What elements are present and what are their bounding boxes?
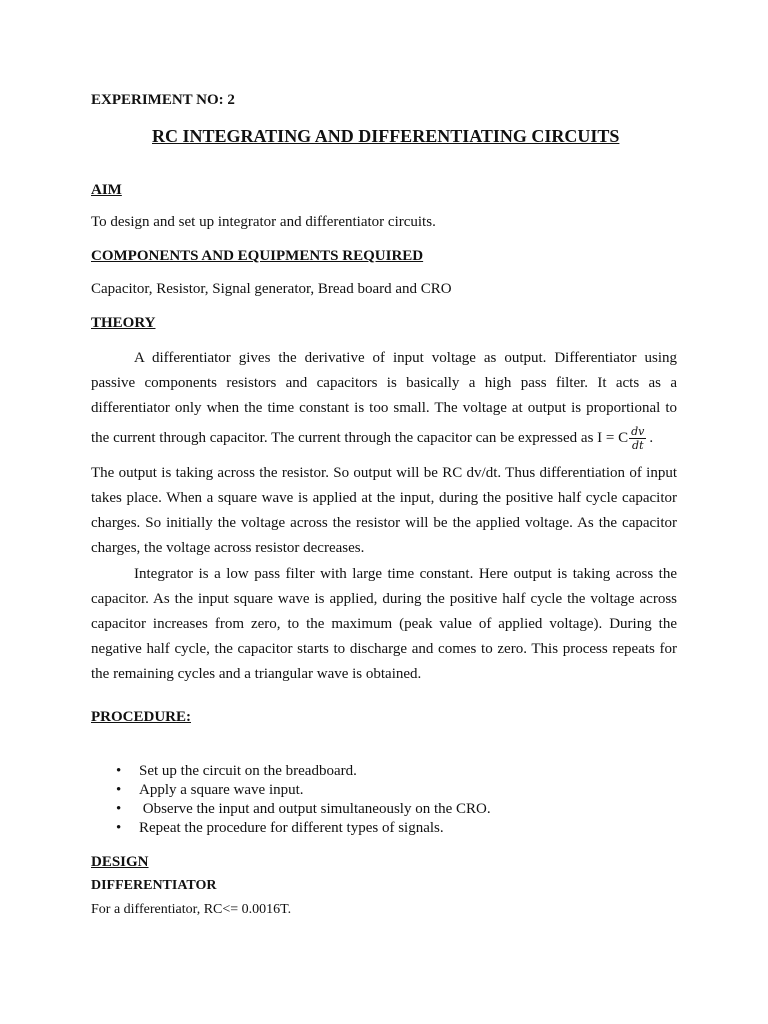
integrator-line: Integrator is a low pass filter with large time constant. Here output is taking across the xyxy=(134,566,677,582)
formula-numerator: dv xyxy=(631,425,645,438)
bullet-icon: • xyxy=(116,801,122,817)
formula-denominator: dt xyxy=(632,439,644,452)
procedure-step: Observe the input and output simultaneously on the CRO. xyxy=(139,801,491,817)
integrator-line: the remaining cycles and a triangular wave is obtained. xyxy=(91,666,422,682)
bullet-icon: • xyxy=(116,820,122,836)
procedure-heading: PROCEDURE: xyxy=(91,709,191,725)
integrator-line: capacitor. As the input square wave is applied, during the positive half cycle the voltage across xyxy=(91,591,677,607)
procedure-step: Repeat the procedure for different types of signals. xyxy=(139,820,444,836)
formula-suffix: . xyxy=(649,429,654,446)
theory-line: charges. So initially the voltage across the resistor will be the applied voltage. As the capacitor xyxy=(91,515,677,531)
integrator-line: negative half cycle, the capacitor starts to discharge and comes to zero. This process repeats for xyxy=(91,641,677,657)
aim-heading: AIM xyxy=(91,182,122,198)
theory-line: The output is taking across the resistor. So output will be RC dv/dt. Thus differentiation of input xyxy=(91,465,677,481)
components-text: Capacitor, Resistor, Signal generator, Bread board and CRO xyxy=(91,281,452,297)
list-item xyxy=(91,800,491,819)
aim-text: To design and set up integrator and differentiator circuits. xyxy=(91,214,436,230)
list-item xyxy=(91,819,491,838)
theory-line: A differentiator gives the derivative of input voltage as output. Differentiator using xyxy=(134,350,677,366)
integrator-line: capacitor increases from zero, to the maximum (peak value of applied voltage). During the xyxy=(91,616,677,632)
differentiator-subheading: DIFFERENTIATOR xyxy=(91,878,217,893)
formula-line xyxy=(91,425,677,452)
theory-line: charges, the voltage across resistor decreases. xyxy=(91,540,365,556)
procedure-step: Apply a square wave input. xyxy=(139,782,304,798)
page-title: RC INTEGRATING AND DIFFERENTIATING CIRCUITS xyxy=(152,126,620,146)
formula-line-text: the current through capacitor. The current through the capacitor can be expressed as I = C xyxy=(91,429,629,446)
bullet-icon: • xyxy=(116,763,122,779)
theory-line: differentiator only when the time constant is too small. The voltage at output is proportional to xyxy=(91,400,677,416)
formula-fraction xyxy=(629,425,646,452)
procedure-step: Set up the circuit on the breadboard. xyxy=(139,763,357,779)
list-item xyxy=(91,762,491,781)
differentiator-text: For a differentiator, RC<= 0.0016T. xyxy=(91,902,292,917)
procedure-list xyxy=(91,762,491,838)
theory-line: takes place. When a square wave is applied at the input, during the positive half cycle capacitor xyxy=(91,490,677,506)
theory-line: passive components resistors and capacitors is basically a high pass filter. It acts as a xyxy=(91,375,677,391)
bullet-icon: • xyxy=(116,782,122,798)
theory-heading: THEORY xyxy=(91,315,156,331)
list-item xyxy=(91,781,491,800)
components-heading: COMPONENTS AND EQUIPMENTS REQUIRED xyxy=(91,248,424,264)
experiment-number: EXPERIMENT NO: 2 xyxy=(91,92,235,108)
design-heading: DESIGN xyxy=(91,854,149,870)
